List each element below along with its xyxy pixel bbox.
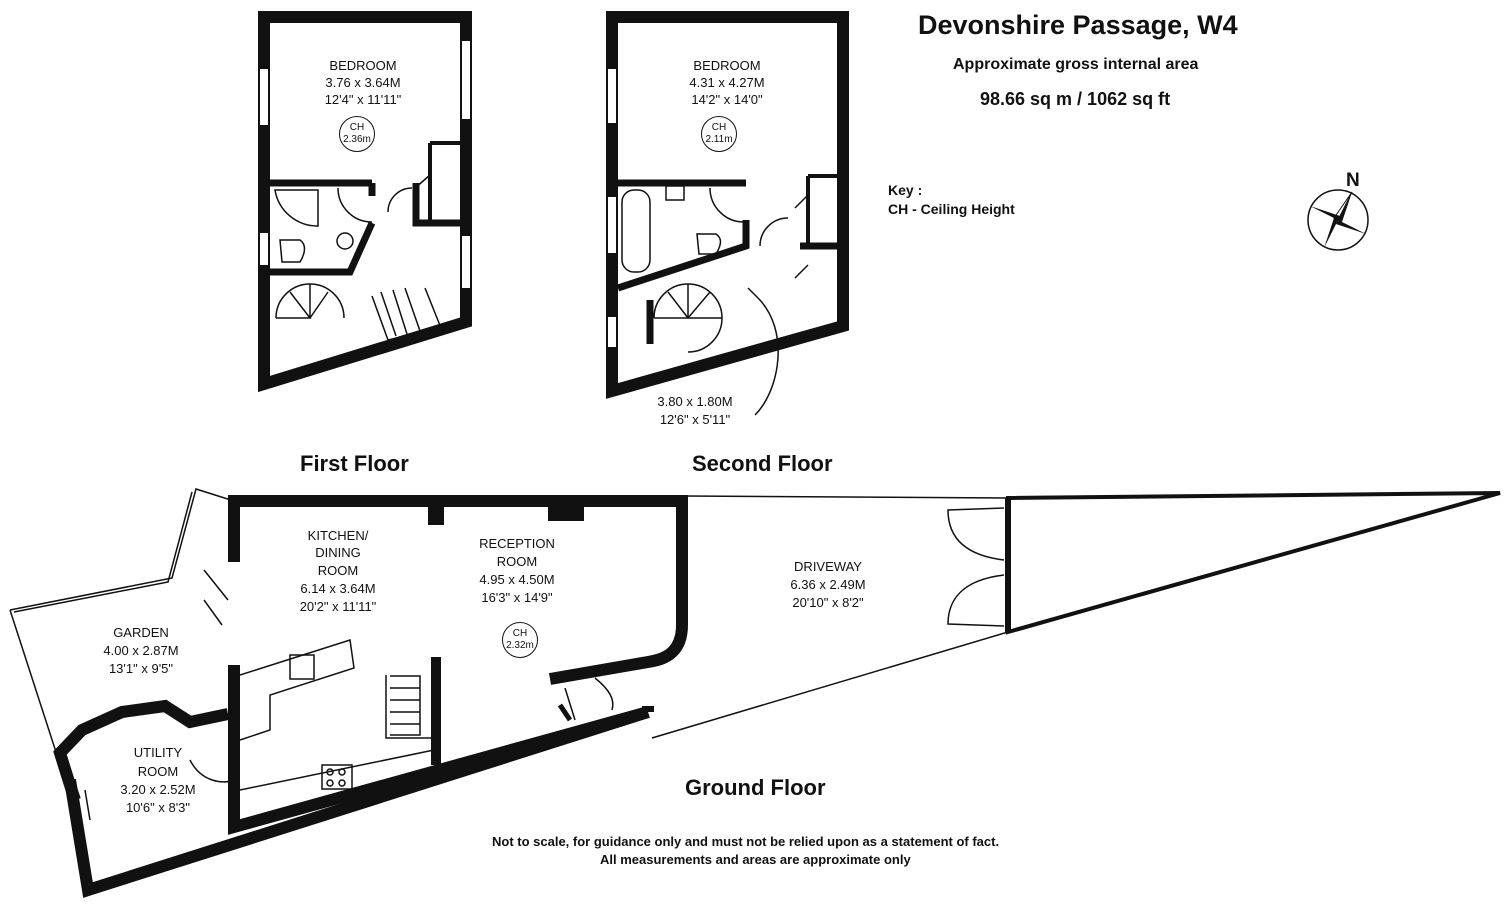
property-title: Devonshire Passage, W4 bbox=[918, 10, 1238, 40]
driveway-outline bbox=[652, 496, 1008, 738]
second-bedroom-metric: 4.31 x 4.27M bbox=[689, 75, 765, 90]
reception-name-line1: RECEPTION bbox=[479, 536, 555, 551]
kitchen-metric: 6.14 x 3.64M bbox=[300, 581, 376, 596]
second-floor-cupboard bbox=[808, 176, 837, 246]
reception-ceiling-height bbox=[502, 622, 538, 658]
first-floor-label: First Floor bbox=[300, 451, 409, 476]
utility-name-line1: UTILITY bbox=[133, 745, 183, 760]
second-bedroom-ceiling-height bbox=[701, 116, 737, 152]
pillar bbox=[428, 497, 444, 525]
second-landing-imperial: 12'6" x 5'11" bbox=[659, 412, 731, 427]
disclaimer-line2: All measurements and areas are approximate only bbox=[600, 852, 911, 867]
ch-label: CH bbox=[349, 122, 365, 133]
first-floor-spiral-stair bbox=[276, 284, 344, 318]
kitchen-stair bbox=[390, 676, 420, 735]
second-bedroom-name: BEDROOM bbox=[693, 58, 761, 73]
reception-metric: 4.95 x 4.50M bbox=[479, 572, 555, 587]
first-bedroom-metric: 3.76 x 3.64M bbox=[325, 75, 401, 90]
utility-metric: 3.20 x 2.52M bbox=[120, 782, 196, 797]
ch-label: CH bbox=[711, 122, 727, 133]
reception-name-line2: ROOM bbox=[496, 554, 538, 569]
first-bedroom-ceiling-height bbox=[339, 116, 375, 152]
ground-floor-label: Ground Floor bbox=[685, 775, 826, 800]
second-bedroom-imperial: 14'2" x 14'0" bbox=[691, 92, 763, 107]
driveway-boundary bbox=[1008, 493, 1500, 632]
ch-value: 2.32m bbox=[506, 640, 534, 651]
driveway-metric: 6.36 x 2.49M bbox=[790, 577, 866, 592]
disclaimer-line1: Not to scale, for guidance only and must not be relied upon as a statement of fact. bbox=[492, 834, 1000, 849]
first-bedroom-name: BEDROOM bbox=[329, 58, 397, 73]
kitchen-imperial: 20'2" x 11'11" bbox=[299, 599, 377, 614]
first-floor-cupboard bbox=[430, 143, 460, 223]
gross-area: 98.66 sq m / 1062 sq ft bbox=[980, 89, 1171, 109]
utility-imperial: 10'6" x 8'3" bbox=[125, 800, 191, 815]
kitchen-name-line3: ROOM bbox=[317, 563, 359, 578]
second-landing-metric: 3.80 x 1.80M bbox=[657, 394, 733, 409]
kitchen-name-line2: DINING bbox=[315, 545, 361, 560]
compass-north-label: N bbox=[1346, 170, 1360, 191]
driveway-name: DRIVEWAY bbox=[794, 559, 862, 574]
second-floor-label: Second Floor bbox=[692, 451, 833, 476]
first-floor-bathroom-fixtures bbox=[275, 190, 353, 262]
reception-imperial: 16'3" x 14'9" bbox=[481, 590, 553, 605]
driveway-imperial: 20'10" x 8'2" bbox=[792, 595, 864, 610]
driveway-gates bbox=[948, 508, 1004, 626]
pillar bbox=[548, 497, 584, 521]
second-floor-doors bbox=[710, 188, 808, 278]
ch-value: 2.11m bbox=[705, 134, 733, 145]
ground-floor-plan bbox=[10, 489, 1500, 890]
landing-arrow bbox=[755, 298, 778, 415]
compass-icon bbox=[1308, 190, 1368, 250]
ch-value: 2.36m bbox=[343, 134, 371, 145]
ch-label: CH bbox=[512, 628, 528, 639]
kitchen-name-line1: KITCHEN/ bbox=[307, 528, 369, 543]
garden-door bbox=[204, 570, 228, 625]
area-subtitle: Approximate gross internal area bbox=[953, 56, 1199, 73]
garden-name: GARDEN bbox=[113, 625, 169, 640]
second-floor-internal-walls bbox=[618, 183, 837, 344]
first-bedroom-imperial: 12'4" x 11'11" bbox=[324, 92, 402, 107]
first-floor-internal-walls bbox=[270, 183, 462, 272]
reception-door bbox=[565, 678, 613, 720]
second-floor-spiral-stair bbox=[654, 284, 722, 352]
garden-metric: 4.00 x 2.87M bbox=[103, 643, 179, 658]
kitchen-counter bbox=[240, 640, 434, 790]
garden-imperial: 13'1" x 9'5" bbox=[108, 661, 174, 676]
key-entry: CH - Ceiling Height bbox=[888, 201, 1015, 217]
utility-name-line2: ROOM bbox=[137, 764, 179, 779]
key-heading: Key : bbox=[888, 182, 923, 198]
